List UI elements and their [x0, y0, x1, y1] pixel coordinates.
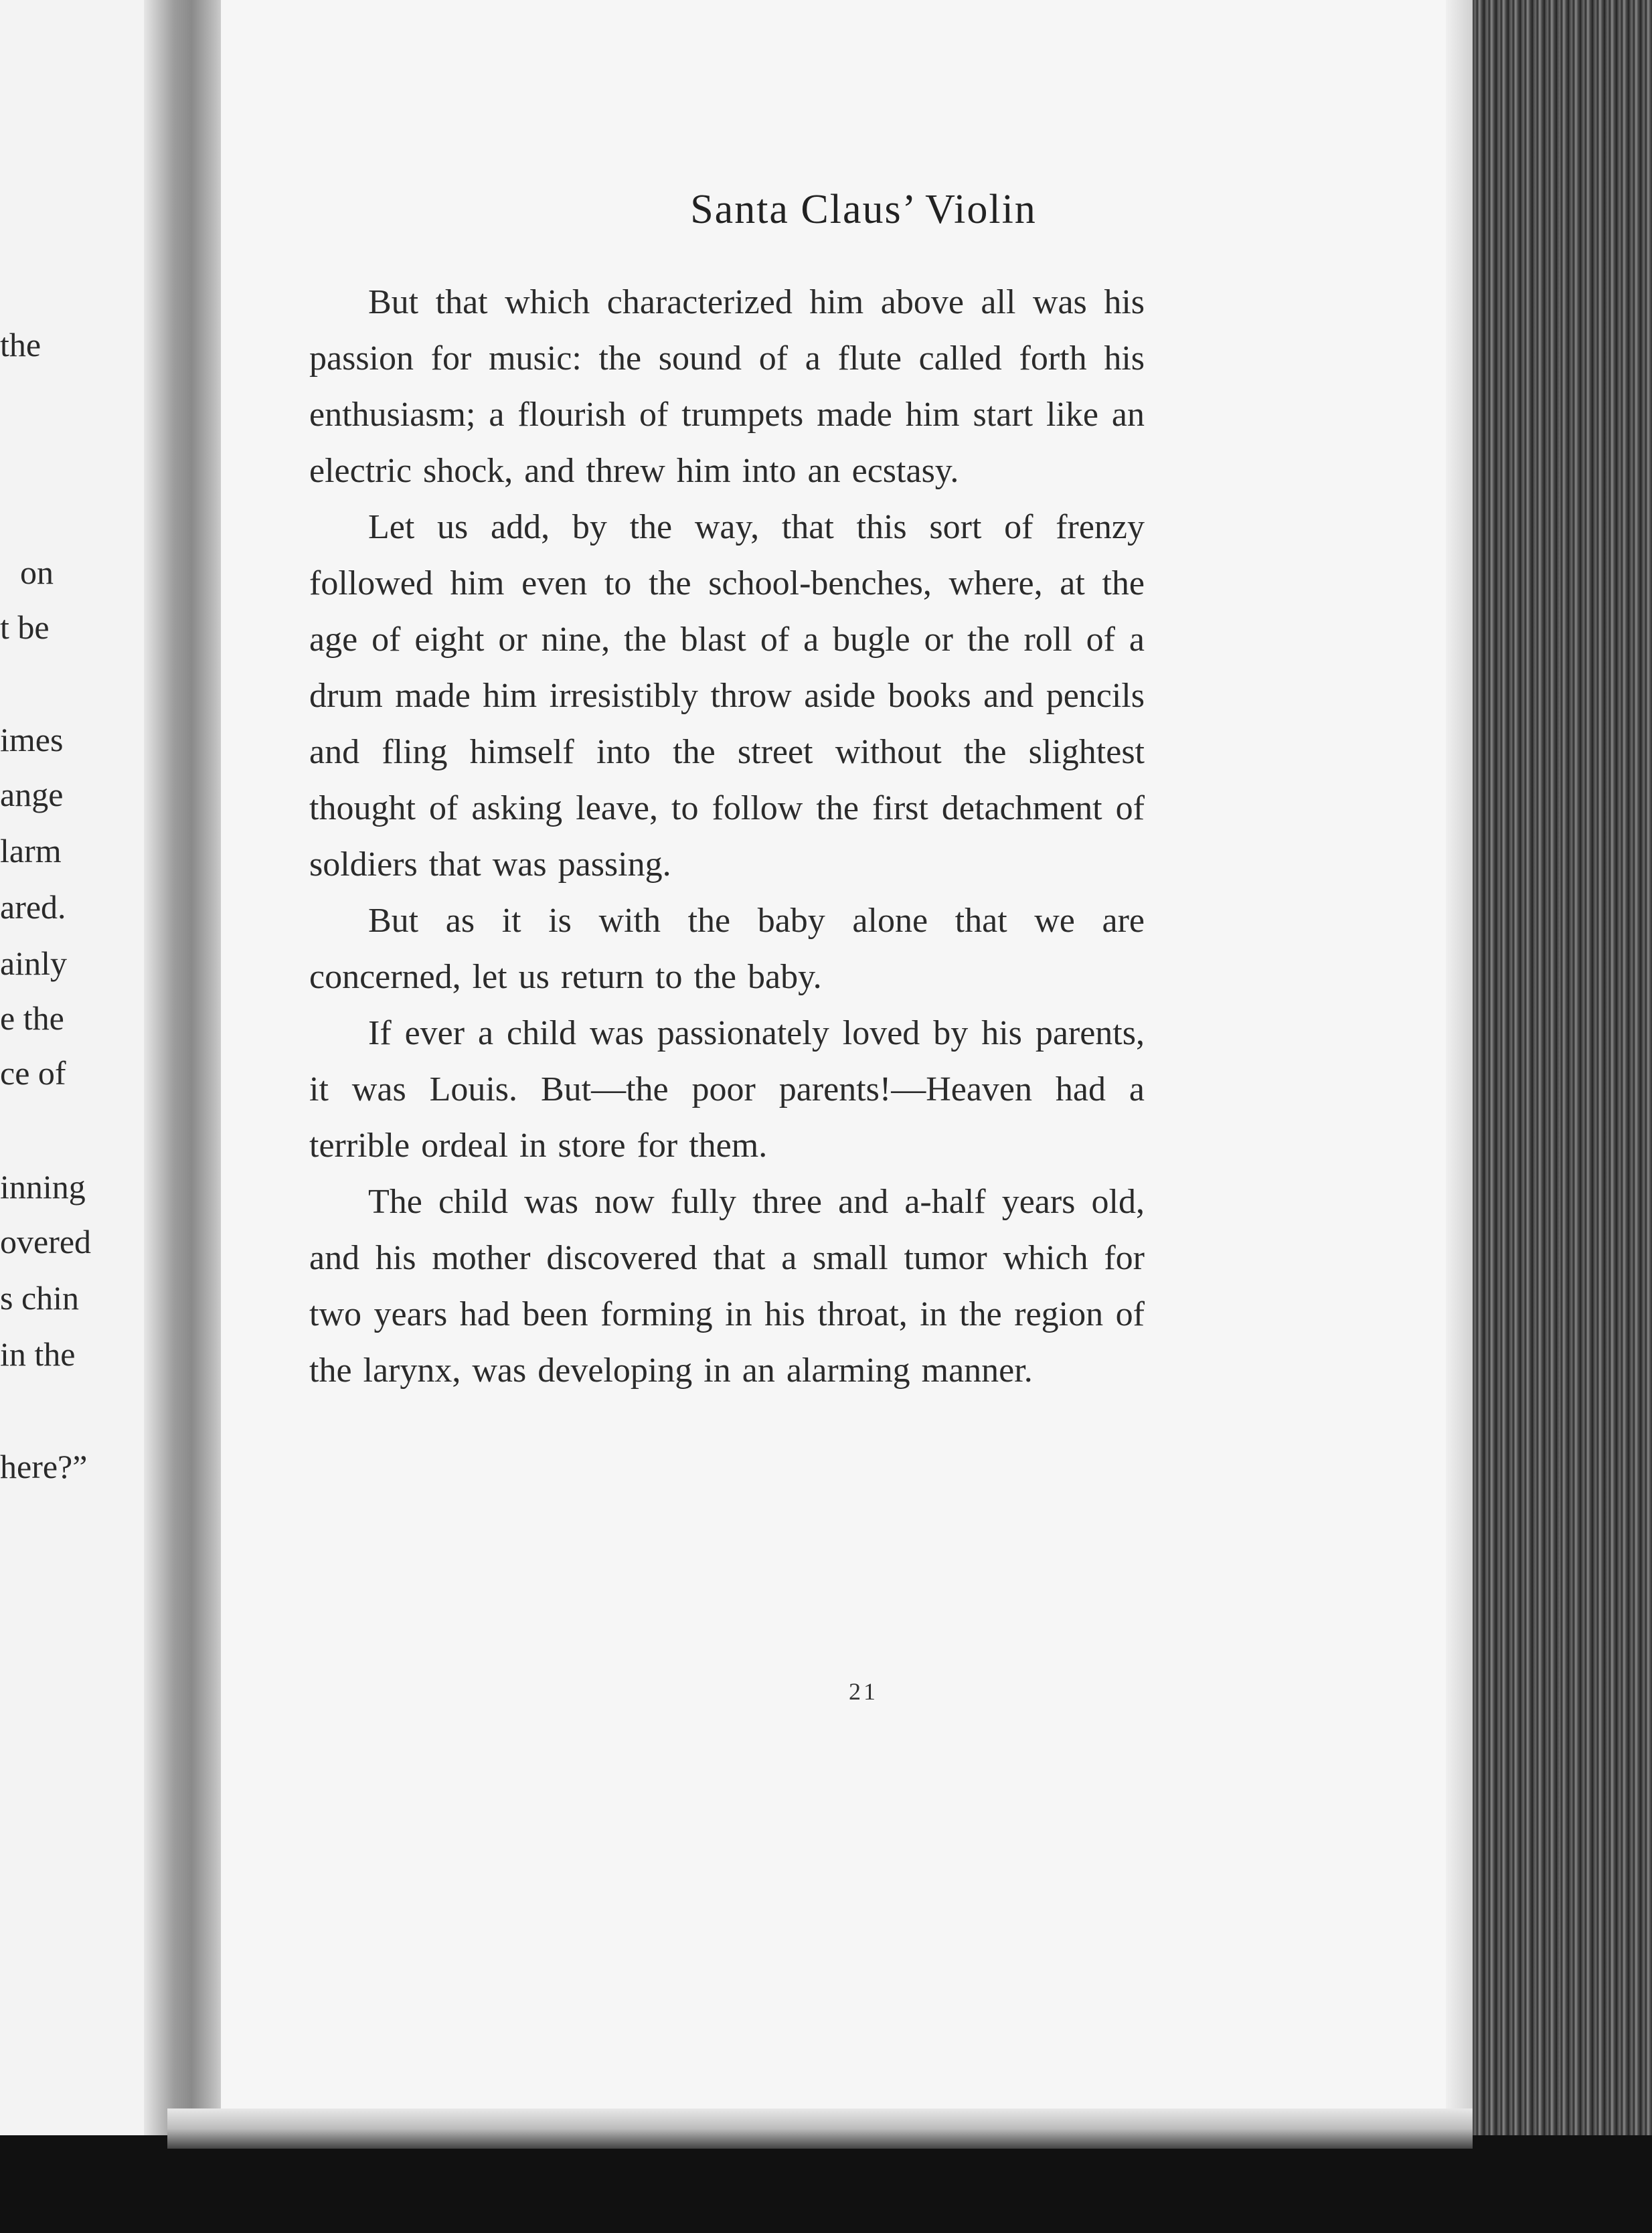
- left-page-fragment: t be: [0, 608, 50, 646]
- book-gutter-shadow: [144, 0, 231, 2162]
- book-page-edges: [1473, 0, 1652, 2182]
- paragraph: Let us add, by the way, that this sort of frenzy followed him even to the school-benches, where, at the age of eight or nine, the blast of a bugle or the roll of a drum made him irresistibly throw aside books and pencils and fling himself into the street without the slightest thought of asking leave, to follow the first detachment of soldiers that was passing.: [309, 508, 1145, 884]
- page-number: 21: [849, 1678, 878, 1705]
- left-page-fragment: imes: [0, 721, 64, 758]
- left-page-fragment: ared.: [0, 888, 66, 926]
- left-page-fragment: larm: [0, 832, 62, 870]
- left-page-fragment: the: [0, 326, 42, 363]
- paragraph: But as it is with the baby alone that we are concerned, let us return to the baby.: [309, 902, 1145, 996]
- running-head: Santa Claus’ Violin: [690, 187, 1037, 232]
- left-page-fragment: in the: [0, 1335, 76, 1373]
- left-facing-page: [0, 0, 154, 2162]
- left-page-fragment: on: [20, 554, 54, 591]
- bottom-page-edge: [167, 2108, 1473, 2149]
- left-page-fragment: ange: [0, 776, 64, 813]
- paragraph: If ever a child was passionately loved by his parents, it was Louis. But—the poor parents!—Heaven had a terrible ordeal in store for them.: [309, 1014, 1145, 1165]
- left-page-fragment: s chin: [0, 1279, 80, 1317]
- left-page-fragment: inning: [0, 1168, 86, 1206]
- page-body: [309, 274, 1145, 1399]
- left-page-fragment: here?”: [0, 1448, 88, 1485]
- left-page-fragment: overed: [0, 1223, 92, 1260]
- left-page-fragment: ce of: [0, 1054, 66, 1092]
- scan-bottom-background: [0, 2135, 1652, 2233]
- paragraph: The child was now fully three and a-half years old, and his mother discovered that a small tumor which for two years had been forming in his throat, in the region of the larynx, was developing in an alarming manner.: [309, 1183, 1145, 1390]
- left-page-fragment: ainly: [0, 944, 67, 982]
- paragraph: But that which characterized him above all was his passion for music: the sound of a flute called forth his enthusiasm; a flourish of trumpets made him start like an electric shock, and threw him into an ecstasy.: [309, 283, 1145, 490]
- left-page-fragment: e the: [0, 999, 64, 1037]
